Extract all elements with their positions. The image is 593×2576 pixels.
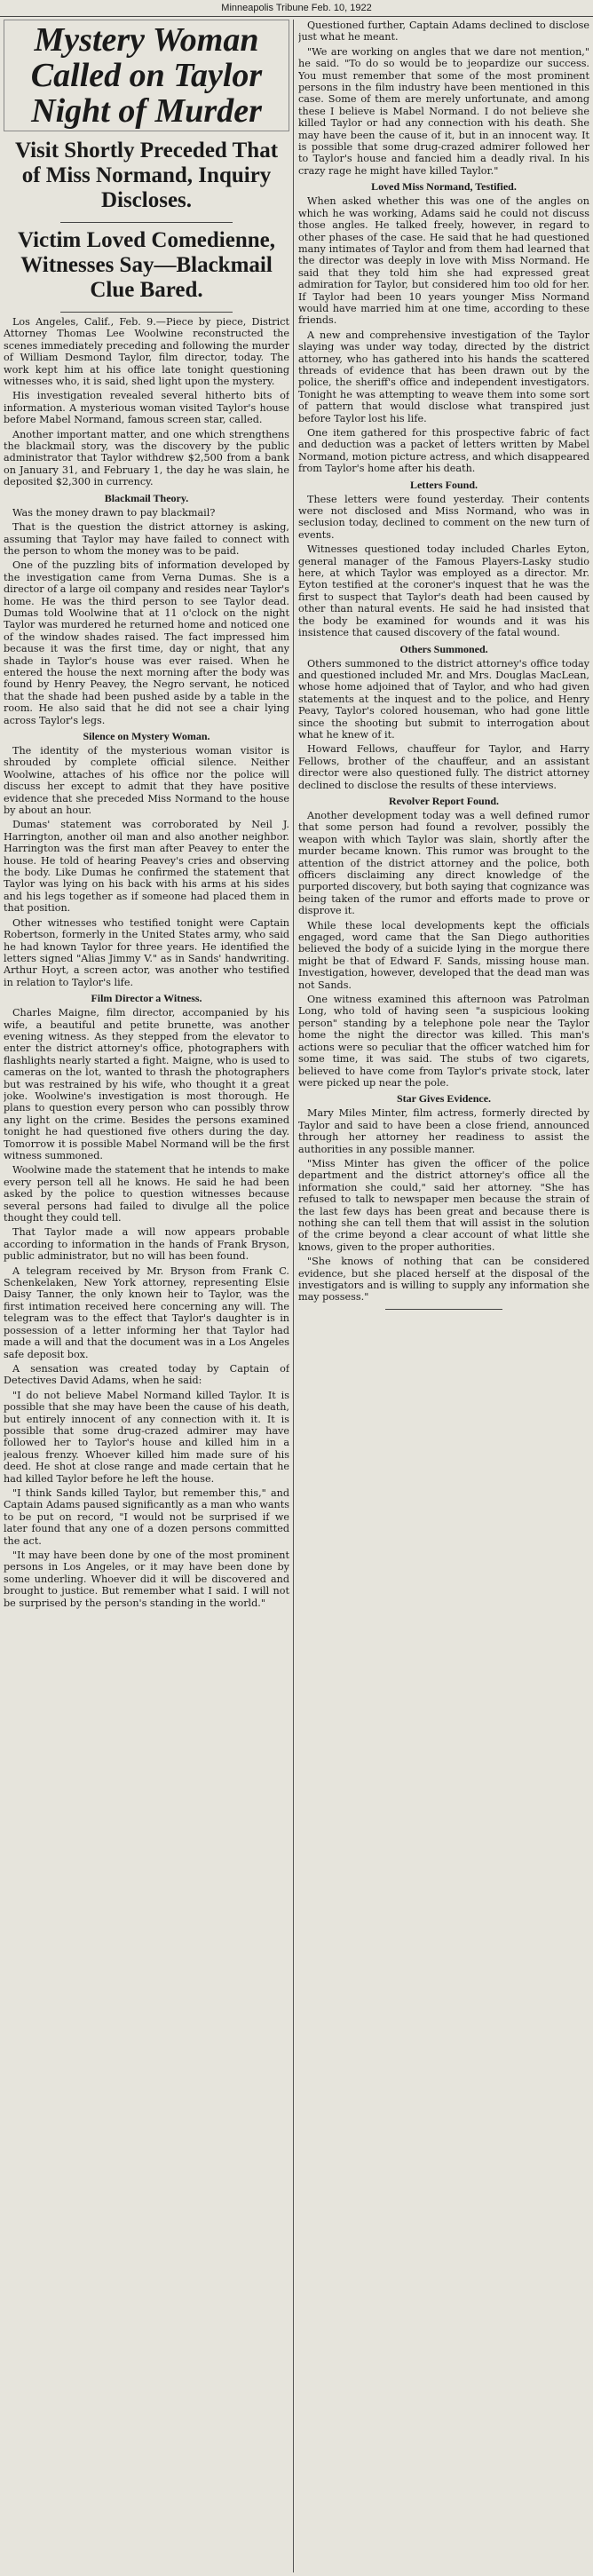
article-paragraph: Others summoned to the district attorney's office today and questioned included Mr. and Mrs. Douglas MacLean, whose home adjoined that of Taylor, and who had given statements at the inquest and to the police, and Henry Peavy, Taylor's colored houseman, who had gone little since the shooting but submit to interrogation about what he knew of it. [298,657,589,741]
subheading: Others Summoned. [399,642,488,655]
subheading: Letters Found. [410,478,478,491]
article-paragraph: "We are working on angles that we dare not mention," he said. "To do so would be to jeopardize our success. You must remember that some of the most prominent persons in the film industry have been mentioned in this case. Some of them are merely unfortunate, and among these I believe is Mabel Normand. I do not believe she killed Taylor or had any connection with his death. She may have been the cause of it, but in an innocent way. It is possible that some drug-crazed admirer followed her to Taylor's house and fancied him a deadly rival. In his crazy rage he might have killed Taylor." [298,45,589,177]
article-paragraph: Mary Miles Minter, film actress, formerly directed by Taylor and said to have been a close friend, announced through her attorney her readiness to assist the authorities in any possible manner. [298,1107,589,1155]
subheading: Loved Miss Normand, Testified. [371,180,517,194]
article-paragraph: While these local developments kept the officials engaged, word came that the San Diego authorities believed the body of a suicide lying in the morgue there might be that of Edward F. Sands, missing house man. Investigation, however, developed that the dead man was not Sands. [298,919,589,991]
deck-separator [60,312,232,313]
subheading: Silence on Mystery Woman. [83,730,210,742]
article-paragraph: His investigation revealed several hitherto bits of information. A mysterious woman visited Taylor's house before Mabel Normand, famous screen star, called. [4,390,289,426]
deck-secondary: Victim Loved Comedienne, Witnesses Say—Blackmail Clue Bared. [17,228,275,302]
article-paragraph: When asked whether this was one of the angles on which he was working, Adams said he could not discuss those angles. He talked freely, however, in regard to other phases of the case. He said that he had questioned many intimates of Taylor and from them had learned that the director was deeply in love with Miss Normand. He said that they told him she had expressed great admiration for Taylor, but considered him too old for her. If Taylor had been 10 years younger Miss Normand would have married him at one time, according to these friends. [298,195,589,327]
article-paragraph: Was the money drawn to pay blackmail? [12,506,216,519]
subheading: Revolver Report Found. [388,794,500,807]
deck-separator [60,222,232,223]
article-paragraph: Dumas' statement was corroborated by Neil J. Harrington, another oil man and also another neighbor. Harrington was the first man after Peavey to enter the house. He told of hearing Peavey's cries and observing the body. Like Dumas he confirmed the statement that Taylor was lying on his back with his arms at his sides and his legs together as if someone had placed them in that position. [4,819,289,915]
subheading: Star Gives Evidence. [396,1092,492,1106]
article-paragraph: "I think Sands killed Taylor, but remember this," and Captain Adams paused significantly as a man who wants to be put on record, "I would not be surprised if we later found that any one of a dozen persons committed the act. [4,1486,289,1547]
right-column [298,20,589,2572]
article-paragraph: Another development today was a well defined rumor that some person had found a revolver, possibly the weapon with which Taylor was slain, shortly after the murder became known. This rumor was brought to the attention of the district attorney and the police, both officers disclaiming any direct knowledge of the purported discovery, but both saying that cognizance was being taken of the rumor and efforts made to prove or disprove it. [298,809,589,917]
subheading: Blackmail Theory. [104,491,189,504]
article-paragraph: "Miss Minter has given the officer of the police department and the district attorney's office all the information she could," said her attorney. "She has refused to talk to newspaper men because the strain of the last few days has been great and because there is nothing she can tell them that will assist in the solution of the crime beyond a clear account of what little she knows, given to the proper authorities. [298,1157,589,1253]
article-paragraph: That Taylor made a will now appears probable according to information in the hands of Frank Bryson, public administrator, but no will has been found. [4,1226,289,1263]
article-paragraph: Howard Fellows, chauffeur for Taylor, and Harry Fellows, brother of the chauffeur, and an assistant director were also questioned fully. The district attorney declined to disclose the results of these interviews. [298,743,589,791]
headline: Mystery Woman Called on Taylor Night of Murder [4,20,289,131]
article-paragraph: One witness examined this afternoon was Patrolman Long, who told of having seen "a suspicious looking person" standing by a telephone pole near the Taylor home the night the director was killed. This man's actions were so peculiar that the officer watched him for some time, it was said. The stubs of two cigarets, believed to have come from Taylor's private stock, later were picked up near the pole. [298,994,589,1089]
deck-primary: Visit Shortly Preceded That of Miss Normand, Inquiry Discloses. [14,139,279,212]
article-paragraph: Witnesses questioned today included Charles Eyton, general manager of the Famous Players-Lasky studio here, at which Taylor was employed as a director. Mr. Eyton testified at the coroner's inquest that he was the first to suspect that Taylor's death had been caused by other than natural events. He said he had insisted that the body be examined for wounds and it was his insistence that caused discovery of the fatal wound. [298,543,589,639]
article-paragraph: A sensation was created today by Captain of Detectives David Adams, when he said: [4,1362,289,1387]
article-paragraph: These letters were found yesterday. Their contents were not disclosed and Miss Normand, who was in seclusion today, declined to comment on the new turn of events. [298,493,589,541]
column-divider [293,20,294,2572]
article-paragraph: One item gathered for this prospective fabric of fact and deduction was a packet of letters written by Mabel Normand, motion picture actress, and which disappeared from Taylor's home after his death. [298,427,589,475]
article-paragraph: Charles Maigne, film director, accompanied by his wife, a beautiful and petite brunette, was another evening witness. As they stepped from the elevator to enter the district attorney's office, photographers with flashlights nearly started a fight. Maigne, who is used to cameras on the lot, wanted to thrash the photographers but was restrained by his wife, who thought it a great joke. Woolwine's investigation is most thorough. He plans to question every person who can possibly throw any light on the crime. Besides the persons examined tonight he had questioned five others during the day. Tomorrow it is possible Mabel Normand will be the first witness summoned. [4,1007,289,1161]
article-paragraph: "It may have been done by one of the most prominent persons in Los Angeles, or it may have been done by some underling. Whoever did it will be discovered and brought to justice. But remember what I said. I will not be surprised by the person's standing in the world." [4,1550,289,1609]
article-paragraph: Woolwine made the statement that he intends to make every person tell all he knows. He said he had been asked by the police to question witnesses because several persons had failed to divulge all the police thought they could tell. [4,1164,289,1225]
article-paragraph: "She knows of nothing that can be considered evidence, but she placed herself at the disposal of the investigators and is willing to supply any information she may possess." [298,1256,589,1304]
article-paragraph: The identity of the mysterious woman visitor is shrouded by complete official silence. Neither Woolwine, attaches of his office nor the police will discuss her except to admit that they have positive evidence that she preceded Miss Normand to the house by about an hour. [4,745,289,817]
article-paragraph: That is the question the district attorney is asking, assuming that Taylor may have failed to connect with the person to whom the money was to be paid. [4,521,289,557]
article-paragraph: Questioned further, Captain Adams declined to disclose just what he meant. [298,20,589,44]
article-paragraph: Other witnesses who testified tonight were Captain Robertson, formerly in the United States army, who said he had known Taylor for three years. He identified the letters signed "Alias Jimmy V." as in Sands' handwriting. Arthur Hoyt, a screen actor, was another who testified in relation to Taylor's life. [4,916,289,988]
article-paragraph: Los Angeles, Calif., Feb. 9.—Piece by piece, District Attorney Thomas Lee Woolwine reconstructed the scenes immediately preceding and following the murder of William Desmond Taylor, film director, today. The work kept him at his office late tonight questioning witnesses who, it is said, shed light upon the mystery. [4,316,289,388]
masthead: Minneapolis Tribune Feb. 10, 1922 [0,0,593,17]
article-paragraph: One of the puzzling bits of information developed by the investigation came from Verna Dumas. She is a director of a large oil company and resides near Taylor's home. He was the third person to see Taylor dead. Dumas told Woolwine that at 11 o'clock on the night Taylor was murdered he returned home and noticed one of the window shades raised. The fact impressed him because it was the first time, day or night, that any shade in Taylor's house was ever raised. When he entered the house the next morning after the body was found by Henry Peavey, the Negro servant, he noticed that the shade had been pushed aside by a table in the room. He also said that he did not see a chair lying across Taylor's legs. [4,559,289,726]
subheading: Film Director a Witness. [91,992,202,1005]
left-column [4,20,289,2572]
article-paragraph: "I do not believe Mabel Normand killed Taylor. It is possible that she may have been the cause of his death, but entirely innocent of any connection with it. It is possible that some drug-crazed admirer may have followed her to Taylor's house and killed him in a jealous frenzy. Whoever killed him made sure of his deed. He shot at close range and made certain that he had killed Taylor before he left the house. [4,1389,289,1485]
article-paragraph: A new and comprehensive investigation of the Taylor slaying was under way today, directed by the district attorney, who has gathered into his hands the scattered threads of evidence that has been drawn out by the police, the sheriff's office and independent investigators. Tonight he was attempting to weave them into some sort of pattern that would disclose what transpired just before Taylor lost his life. [298,329,589,424]
article-paragraph: A telegram received by Mr. Bryson from Frank C. Schenkelaken, New York attorney, representing Elsie Daisy Tanner, the only known heir to Taylor, was the first intimation received here concerning any will. The telegram was to the effect that Taylor's daughter is in possession of a letter informing her that Taylor had made a will and that the document was in a Los Angeles safe deposit box. [4,1264,289,1360]
article-paragraph: Another important matter, and one which strengthens the blackmail story, was the discovery by the public administrator that Taylor withdrew $2,500 from a bank on January 31, and February 1, the day he was slain, he deposited $2,300 in currency. [4,428,289,488]
end-rule [385,1309,502,1310]
